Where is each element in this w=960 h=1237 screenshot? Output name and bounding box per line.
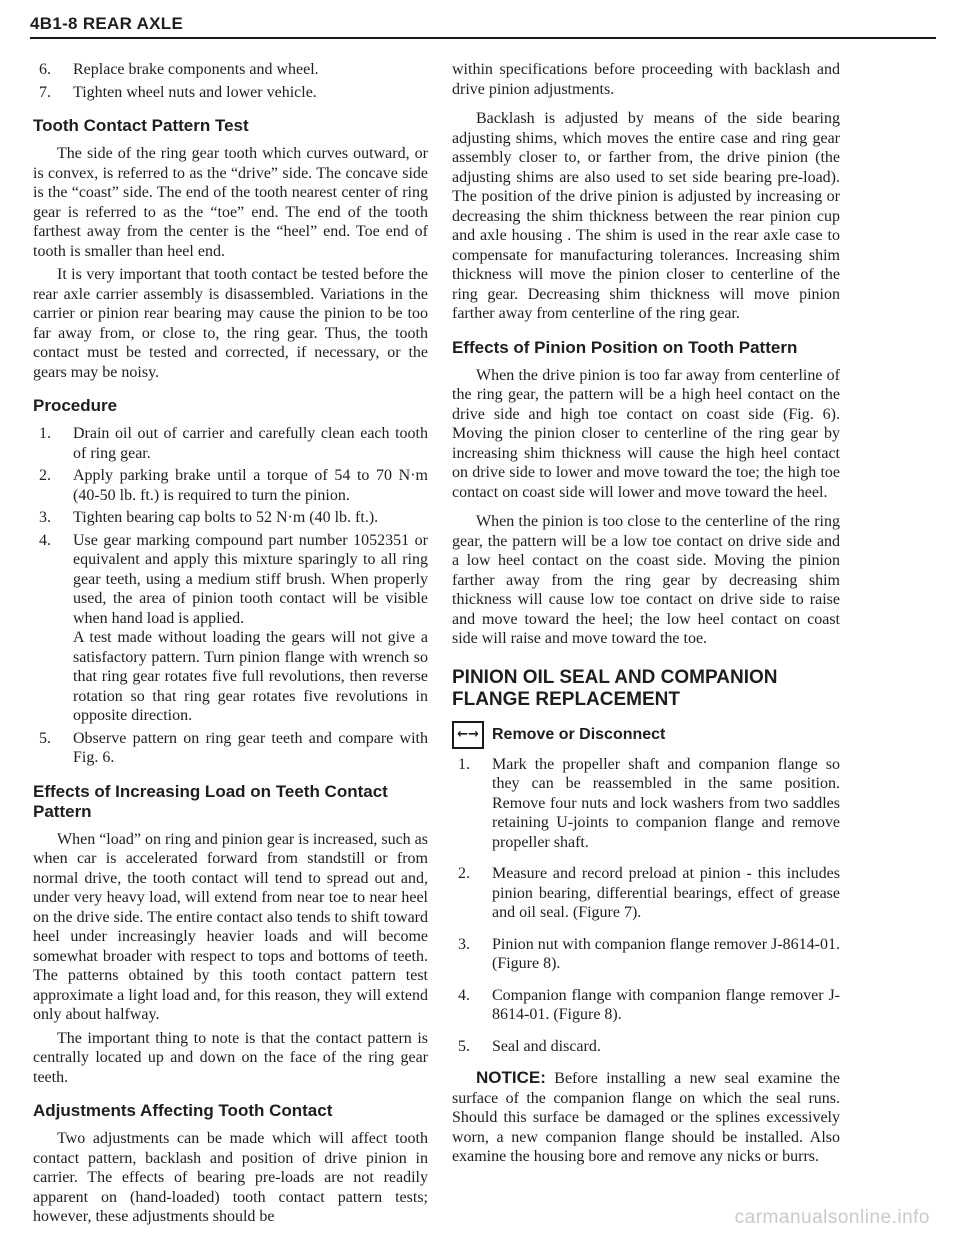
step-number: 3. (39, 509, 51, 526)
step-number: 6. (39, 61, 51, 78)
notice-text: Before installing a new seal examine the surface of the companion flange on which the seal runs. Should this surface be damaged or the splines excessively worn, a new companion flange should be installed. Also examine the housing bore and remove any nicks or burrs. (452, 1070, 840, 1165)
load-effects-paragraph-1: When “load” on ring and pinion gear is increased, such as when car is accelerated forward from standstill or from normal drive, the tooth contact will tend to spread out and, under very heavy load, will extend from near toe to near heel on the drive side. The entire contact also tends to shift toward heel under increasingly heavier loads and will become somewhat broader with respect to tops and bottoms of teeth. The patterns obtained by this tooth contact pattern test approximate a light load and, for this reason, they will extend only about halfway. (33, 830, 428, 1023)
remove-disconnect-row (452, 721, 840, 749)
list-item (33, 83, 428, 103)
list-item (452, 1037, 840, 1057)
list-item (452, 935, 840, 974)
pinion-effects-paragraph-2: When the pinion is too close to the centerline of the ring gear, the pattern will be a low toe contact on drive side and a low heel contact on the coast side. Moving the pinion farther away from the ring gear by decreasing shim thickness will cause low toe contact on drive side to raise and move toward the heel; the low heel contact on coast side will raise and move toward the toe. (452, 513, 840, 647)
step-text-part-2: A test made without loading the gears will not give a satisfactory pattern. Turn pinion flange with wrench so that ring gear rotates five full revolutions, then reverse rotation so that ring gear rotates five revolutions in opposite direction. (73, 629, 428, 724)
step-number: 1. (458, 755, 470, 773)
step-text (73, 531, 428, 726)
seal-steps-list (452, 755, 840, 1057)
pinion-effects-heading: Effects of Pinion Position on Tooth Pattern (452, 337, 798, 357)
load-effects-heading: Effects of Increasing Load on Teeth Contact Pattern (33, 781, 388, 821)
step-number: 1. (39, 425, 51, 442)
backlash-paragraph: Backlash is adjusted by means of the side bearing adjusting shims, which moves the entire case and ring gear assembly closer to, or farther from, the drive pinion (the adjusting shims are also used to set side bearing pre-load). The position of the drive pinion is adjusted by increasing or decreasing the shim thickness between the rear pinion cup and axle housing . The shim is used in the rear axle case to compensate for manufacturing tolerances. Increasing shim thickness will move the pinion closer to centerline of the ring gear. Decreasing shim thickness will move pinion farther away from centerline of the ring gear. (452, 110, 840, 322)
list-item (33, 729, 428, 768)
step-text: Apply parking brake until a torque of 54 to 70 N·m (40-50 lb. ft.) is required to turn the pinion. (73, 467, 428, 504)
step-number: 2. (39, 467, 51, 484)
step-text: Companion flange with companion flange remover J-8614-01. (Figure 8). (492, 986, 840, 1023)
tooth-contact-heading: Tooth Contact Pattern Test (33, 116, 249, 135)
list-item (452, 755, 840, 853)
step-number: 4. (458, 986, 470, 1004)
step-number: 5. (39, 729, 51, 747)
list-item (33, 466, 428, 505)
list-item (33, 508, 428, 528)
continued-paragraph: within specifications before proceeding with backlash and drive pinion adjustments. (452, 61, 840, 98)
remove-disconnect-label: Remove or Disconnect (492, 725, 666, 743)
step-text: Observe pattern on ring gear teeth and compare with Fig. 6. (73, 729, 428, 766)
procedure-steps-list (33, 424, 428, 768)
list-item (33, 424, 428, 463)
adjustments-heading: Adjustments Affecting Tooth Contact (33, 1101, 333, 1120)
load-effects-paragraph-2: The important thing to note is that the contact pattern is centrally located up and down on the face of the ring gear teeth. (33, 1029, 428, 1086)
right-column (452, 60, 840, 1177)
list-item (33, 60, 428, 80)
step-text: Drain oil out of carrier and carefully clean each tooth of ring gear. (73, 425, 428, 462)
step-number: 4. (39, 531, 51, 549)
step-text: Pinion nut with companion flange remover J-8614-01. (Figure 8). (492, 935, 840, 972)
list-item (452, 986, 840, 1025)
notice-paragraph (452, 1068, 840, 1167)
remove-disconnect-icon: ←→ (452, 721, 484, 749)
step-number: 7. (39, 83, 51, 101)
left-column (33, 60, 428, 1237)
list-item (33, 531, 428, 726)
step-text: Replace brake components and wheel. (73, 61, 319, 78)
tooth-contact-paragraph-2: It is very important that tooth contact be tested before the rear axle carrier assembly is disassembled. Variations in the carrier or pinion rear bearing may cause the pinion to be too far away from, or close to, the ring gear. Thus, the tooth contact must be tested and corrected, if necessary, or the gears may be noisy. (33, 266, 428, 381)
step-text: Tighten wheel nuts and lower vehicle. (73, 83, 317, 101)
step-text: Seal and discard. (492, 1037, 601, 1055)
pinion-effects-paragraph-1: When the drive pinion is too far away from centerline of the ring gear, the pattern will be a high heel contact on the drive side and high toe contact on coast side (Fig. 6). Moving the pinion closer to centerline of the ring gear by increasing shim thickness will cause the high heel contact on drive side to lower and move toward the toe; the high toe contact on coast side will lower and move toward the heel. (452, 366, 840, 501)
step-number: 3. (458, 935, 470, 953)
prior-steps-list (33, 60, 428, 102)
list-item (452, 864, 840, 923)
page-header-title: 4B1-8 REAR AXLE (30, 14, 184, 33)
step-text: Mark the propeller shaft and companion flange so they can be reassembled in the same position. Remove four nuts and lock washers from two saddles retaining U-joints to companion flange and remove propeller shaft. (492, 755, 840, 851)
watermark: carmanualsonline.info (734, 1207, 930, 1228)
tooth-contact-paragraph-1: The side of the ring gear tooth which curves outward, or is convex, is referred to as the “drive” side. The concave side is the “coast” side. The end of the tooth nearest center of ring gear is referred to as the “toe” end. The end of the tooth farthest away from the center is the “heel” end. Toe end of tooth is smaller than heel end. (33, 145, 428, 260)
procedure-heading: Procedure (33, 396, 118, 415)
seal-section-heading: PINION OIL SEAL AND COMPANION FLANGE REPLACEMENT (452, 666, 778, 710)
adjustments-paragraph-1: Two adjustments can be made which will affect tooth contact pattern, backlash and position of drive pinion in carrier. The effects of bearing pre-loads are not readily apparent on (hand-loaded) tooth contact pattern tests; however, these adjustments should be (33, 1130, 428, 1225)
notice-label: NOTICE: (476, 1068, 546, 1087)
page-header (30, 14, 936, 39)
step-text-part-1: Use gear marking compound part number 1052351 or equivalent and apply this mixture sparingly to all ring gear teeth, using a medium stiff brush. When properly used, the area of pinion tooth contact will be visible when hand load is applied. (73, 531, 428, 627)
step-number: 2. (458, 865, 470, 882)
step-text: Measure and record preload at pinion - this includes pinion bearing, differential bearings, effect of grease and oil seal. (Figure 7). (492, 865, 840, 921)
step-number: 5. (458, 1037, 470, 1055)
step-text: Tighten bearing cap bolts to 52 N·m (40 lb. ft.). (73, 509, 379, 526)
